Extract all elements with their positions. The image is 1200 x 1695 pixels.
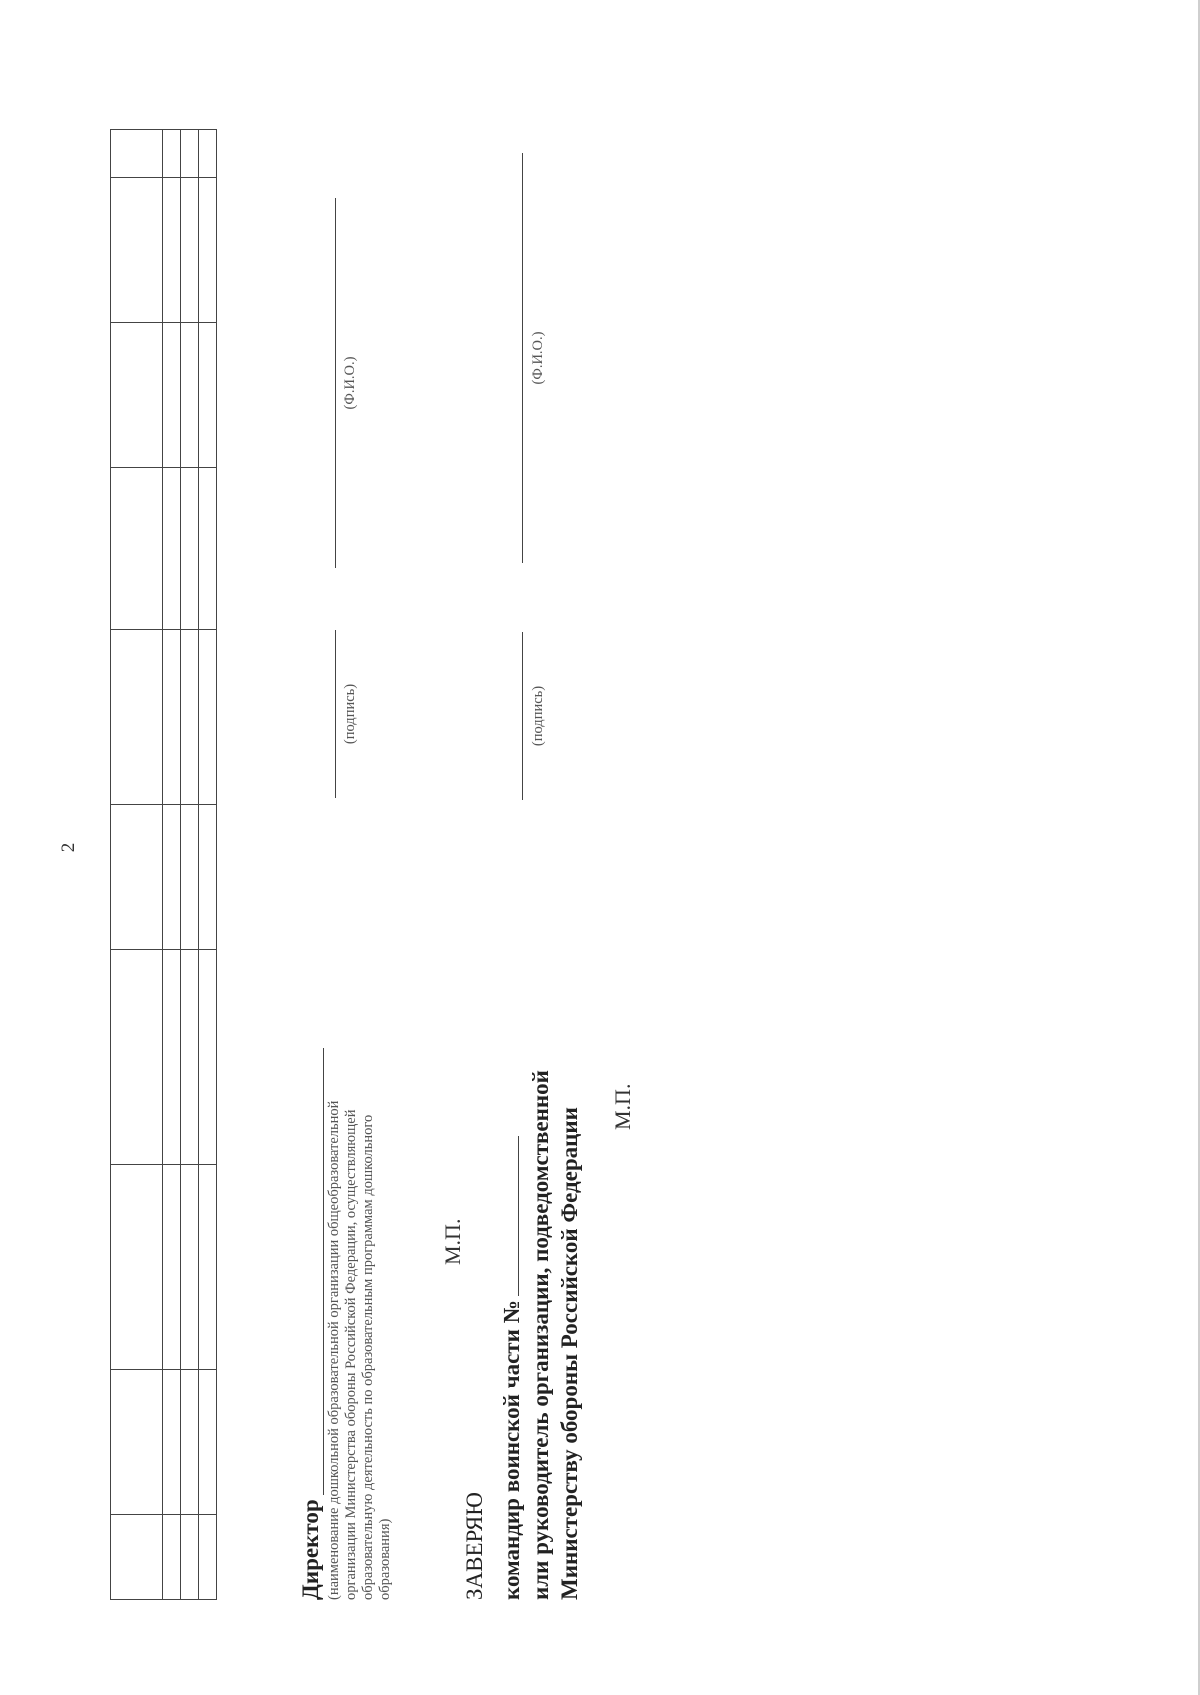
director-fio-line [335,198,336,568]
table-cell [181,178,199,323]
table-cell [163,950,181,1165]
certify-signature-caption: (подпись) [530,685,546,747]
table-cell [199,323,217,468]
table-cell [199,805,217,950]
commander-label: командир воинской части № [499,1300,524,1600]
table-cell [199,630,217,805]
director-name-line [322,1048,324,1495]
table-cell [111,630,163,805]
director-caption: (наименование дошкольной образовательной организации общеобразовательной организации Министерства обороны Российской Федерации, осуществляющей образовательную деятельность по образовательным программам дошкольного образования) [326,1100,393,1600]
table-cell [181,468,199,630]
certify-block [460,960,584,1600]
unit-number-line [517,1136,519,1296]
table-cell [163,630,181,805]
table-cell [111,130,163,178]
table-cell [111,1515,163,1600]
table-cell [199,178,217,323]
table-cell [163,805,181,950]
table-cell [181,130,199,178]
table-row [111,130,163,1600]
table-cell [163,323,181,468]
table-cell [199,1515,217,1600]
certify-signature-line [522,632,523,800]
director-block [298,1030,394,1600]
table-cell [111,468,163,630]
ministry-label: Министерству обороны Российской Федерации [557,1107,582,1600]
director-signature-caption: (подпись) [342,683,358,745]
certify-fio-caption: (Ф.И.О.) [530,331,546,385]
table-cell [181,630,199,805]
table-cell [181,1370,199,1515]
certify-stamp-place: М.П. [610,1083,635,1130]
table-cell [163,1370,181,1515]
table-cell [181,1515,199,1600]
table-cell [199,468,217,630]
table-cell [181,1165,199,1370]
table-cell [163,130,181,178]
page-number: 2 [58,842,79,853]
table-cell [163,468,181,630]
table-cell [163,178,181,323]
table-cell [111,1370,163,1515]
table-cell [111,805,163,950]
table-cell [181,950,199,1165]
table-cell [163,1515,181,1600]
director-signature-line [335,630,336,798]
director-stamp-place: М.П. [440,1218,465,1265]
table-row [199,130,217,1600]
table-cell [163,1165,181,1370]
table-row [181,130,199,1600]
table-cell [199,130,217,178]
director-fio-caption: (Ф.И.О.) [342,356,358,410]
certify-fio-line [522,153,523,563]
director-label: Директор [298,1499,323,1600]
table-cell [181,323,199,468]
table-cell [199,1370,217,1515]
table-cell [111,1165,163,1370]
table-cell [181,805,199,950]
table-cell [111,323,163,468]
table-row [163,130,181,1600]
certify-title: ЗАВЕРЯЮ [462,1492,487,1600]
blank-table [110,129,217,1600]
table-cell [199,950,217,1165]
table-cell [111,950,163,1165]
table-cell [199,1165,217,1370]
organization-head-label: или руководитель организации, подведомственной [528,1070,553,1600]
table-cell [111,178,163,323]
